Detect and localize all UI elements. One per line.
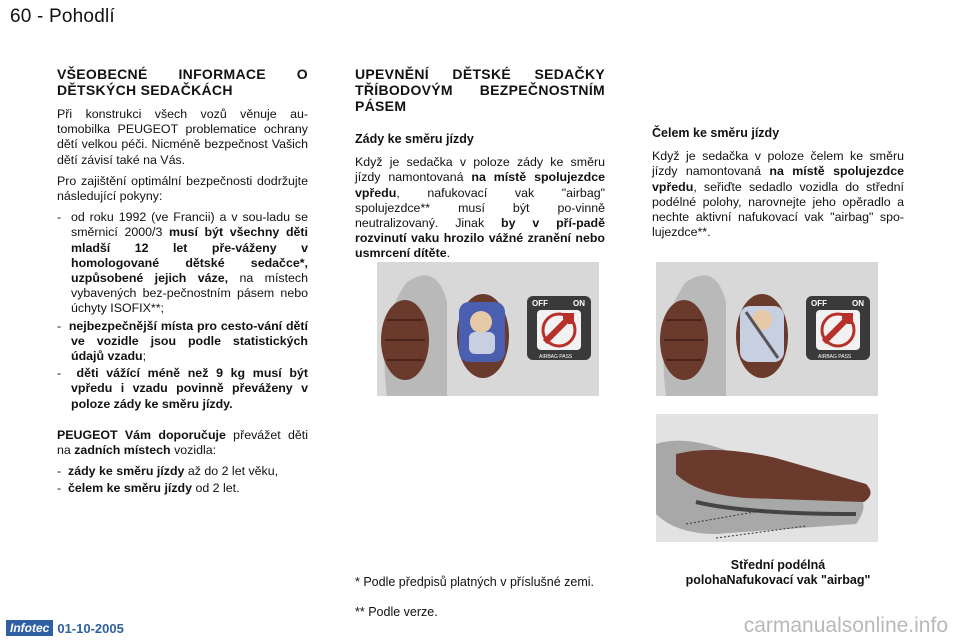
rear-facing-text: Když je sedačka v poloze zády ke směru jízdy namontovaná na místě spolujezdce vpředu, nafukovací vak "airbag" spolujezdce** musí být po-vinně neutralizovaný. Jinak by v pří-padě rozvinutí vaku hrozilo vážné zranění nebo usmrcení dítěte.: [355, 155, 605, 261]
page-header: 60 - Pohodlí: [10, 6, 115, 27]
svg-text:ON: ON: [573, 299, 585, 308]
guideline-item: - děti vážící méně než 9 kg musí být vpředu i vzadu povinně převáženy v poloze zády ke směru jízdy.: [57, 366, 309, 411]
forward-facing-text: Když je sedačka v poloze čelem ke směru jízdy namontovaná na místě spolujezdce vpředu, seřiďte sedadlo vozidla do střední podélné polohy, narovnejte jeho opěradlo a nechte aktivní nafukovací vak "airbag" spo-lujezdce**.: [652, 149, 904, 240]
footer: [6, 620, 124, 636]
print-date: 01-10-2005: [57, 620, 124, 636]
recommendation-item: - čelem ke směru jízdy od 2 let.: [57, 481, 240, 496]
rear-facing-subheading: Zády ke směru jízdy: [355, 132, 474, 146]
footnote-2: ** Podle verze.: [355, 605, 438, 619]
forward-facing-seat-illustration: [656, 262, 878, 396]
middle-column: [355, 66, 605, 268]
intro-paragraph: Při konstrukci všech vozů věnuje au-tomobilka PEUGEOT problematice ochrany dětí velkou péči. Nicméně bezpečnost Vašich dětí závisí také na Vás.: [57, 107, 308, 167]
seat-position-illustration: [656, 414, 878, 542]
right-column: [652, 126, 904, 246]
child-seat: [459, 302, 505, 362]
left-column: [57, 66, 308, 499]
recommendation-item: - zády ke směru jízdy až do 2 let věku,: [57, 464, 279, 479]
rear-facing-seat-illustration: [377, 262, 599, 396]
airbag-indicator: [527, 296, 591, 360]
infotec-logo: Infotec: [6, 620, 53, 636]
watermark: carmanualsonline.info: [743, 614, 948, 637]
figure-caption: Střední podélná polohaNafukovací vak "airbag": [685, 558, 871, 587]
forward-facing-subheading: Čelem ke směru jízdy: [652, 126, 780, 140]
guideline-item: - nejbezpečnější místa pro cesto-vání dětí ve vozidle jsou podle statistických údajů vzadu;: [57, 318, 309, 364]
svg-text:AIRBAG PASS: AIRBAG PASS: [539, 354, 573, 360]
guidelines-intro: Pro zajištění optimální bezpečnosti dodržujte následující pokyny:: [57, 173, 308, 204]
footnote-1: * Podle předpisů platných v příslušné zemi.: [355, 575, 595, 589]
svg-text:OFF: OFF: [811, 299, 827, 308]
svg-text:AIRBAG PASS: AIRBAG PASS: [818, 354, 852, 360]
left-heading: VŠEOBECNÉ INFORMACE O DĚTSKÝCH SEDAČKÁCH: [57, 66, 308, 98]
svg-text:OFF: OFF: [532, 299, 548, 308]
driver-seat: [381, 300, 429, 380]
middle-heading: UPEVNĚNÍ DĚTSKÉ SEDAČKY TŘÍBODOVÝM BEZPEČNOSTNÍM PÁSEM: [355, 66, 605, 114]
guideline-item: - od roku 1992 (ve Francii) a v sou-ladu se směrnicí 2000/3 musí být všechny děti mladší 12 let pře-váženy v homologované dětské sedačce*, uzpůsobené jejich váze, na místech vybavených bez-pečnostním pásem nebo úchyty ISOFIX**;: [57, 210, 309, 316]
svg-text:ON: ON: [852, 299, 864, 308]
recommendation: PEUGEOT Vám doporučuje převážet děti na zadních místech vozidla:: [57, 427, 308, 458]
